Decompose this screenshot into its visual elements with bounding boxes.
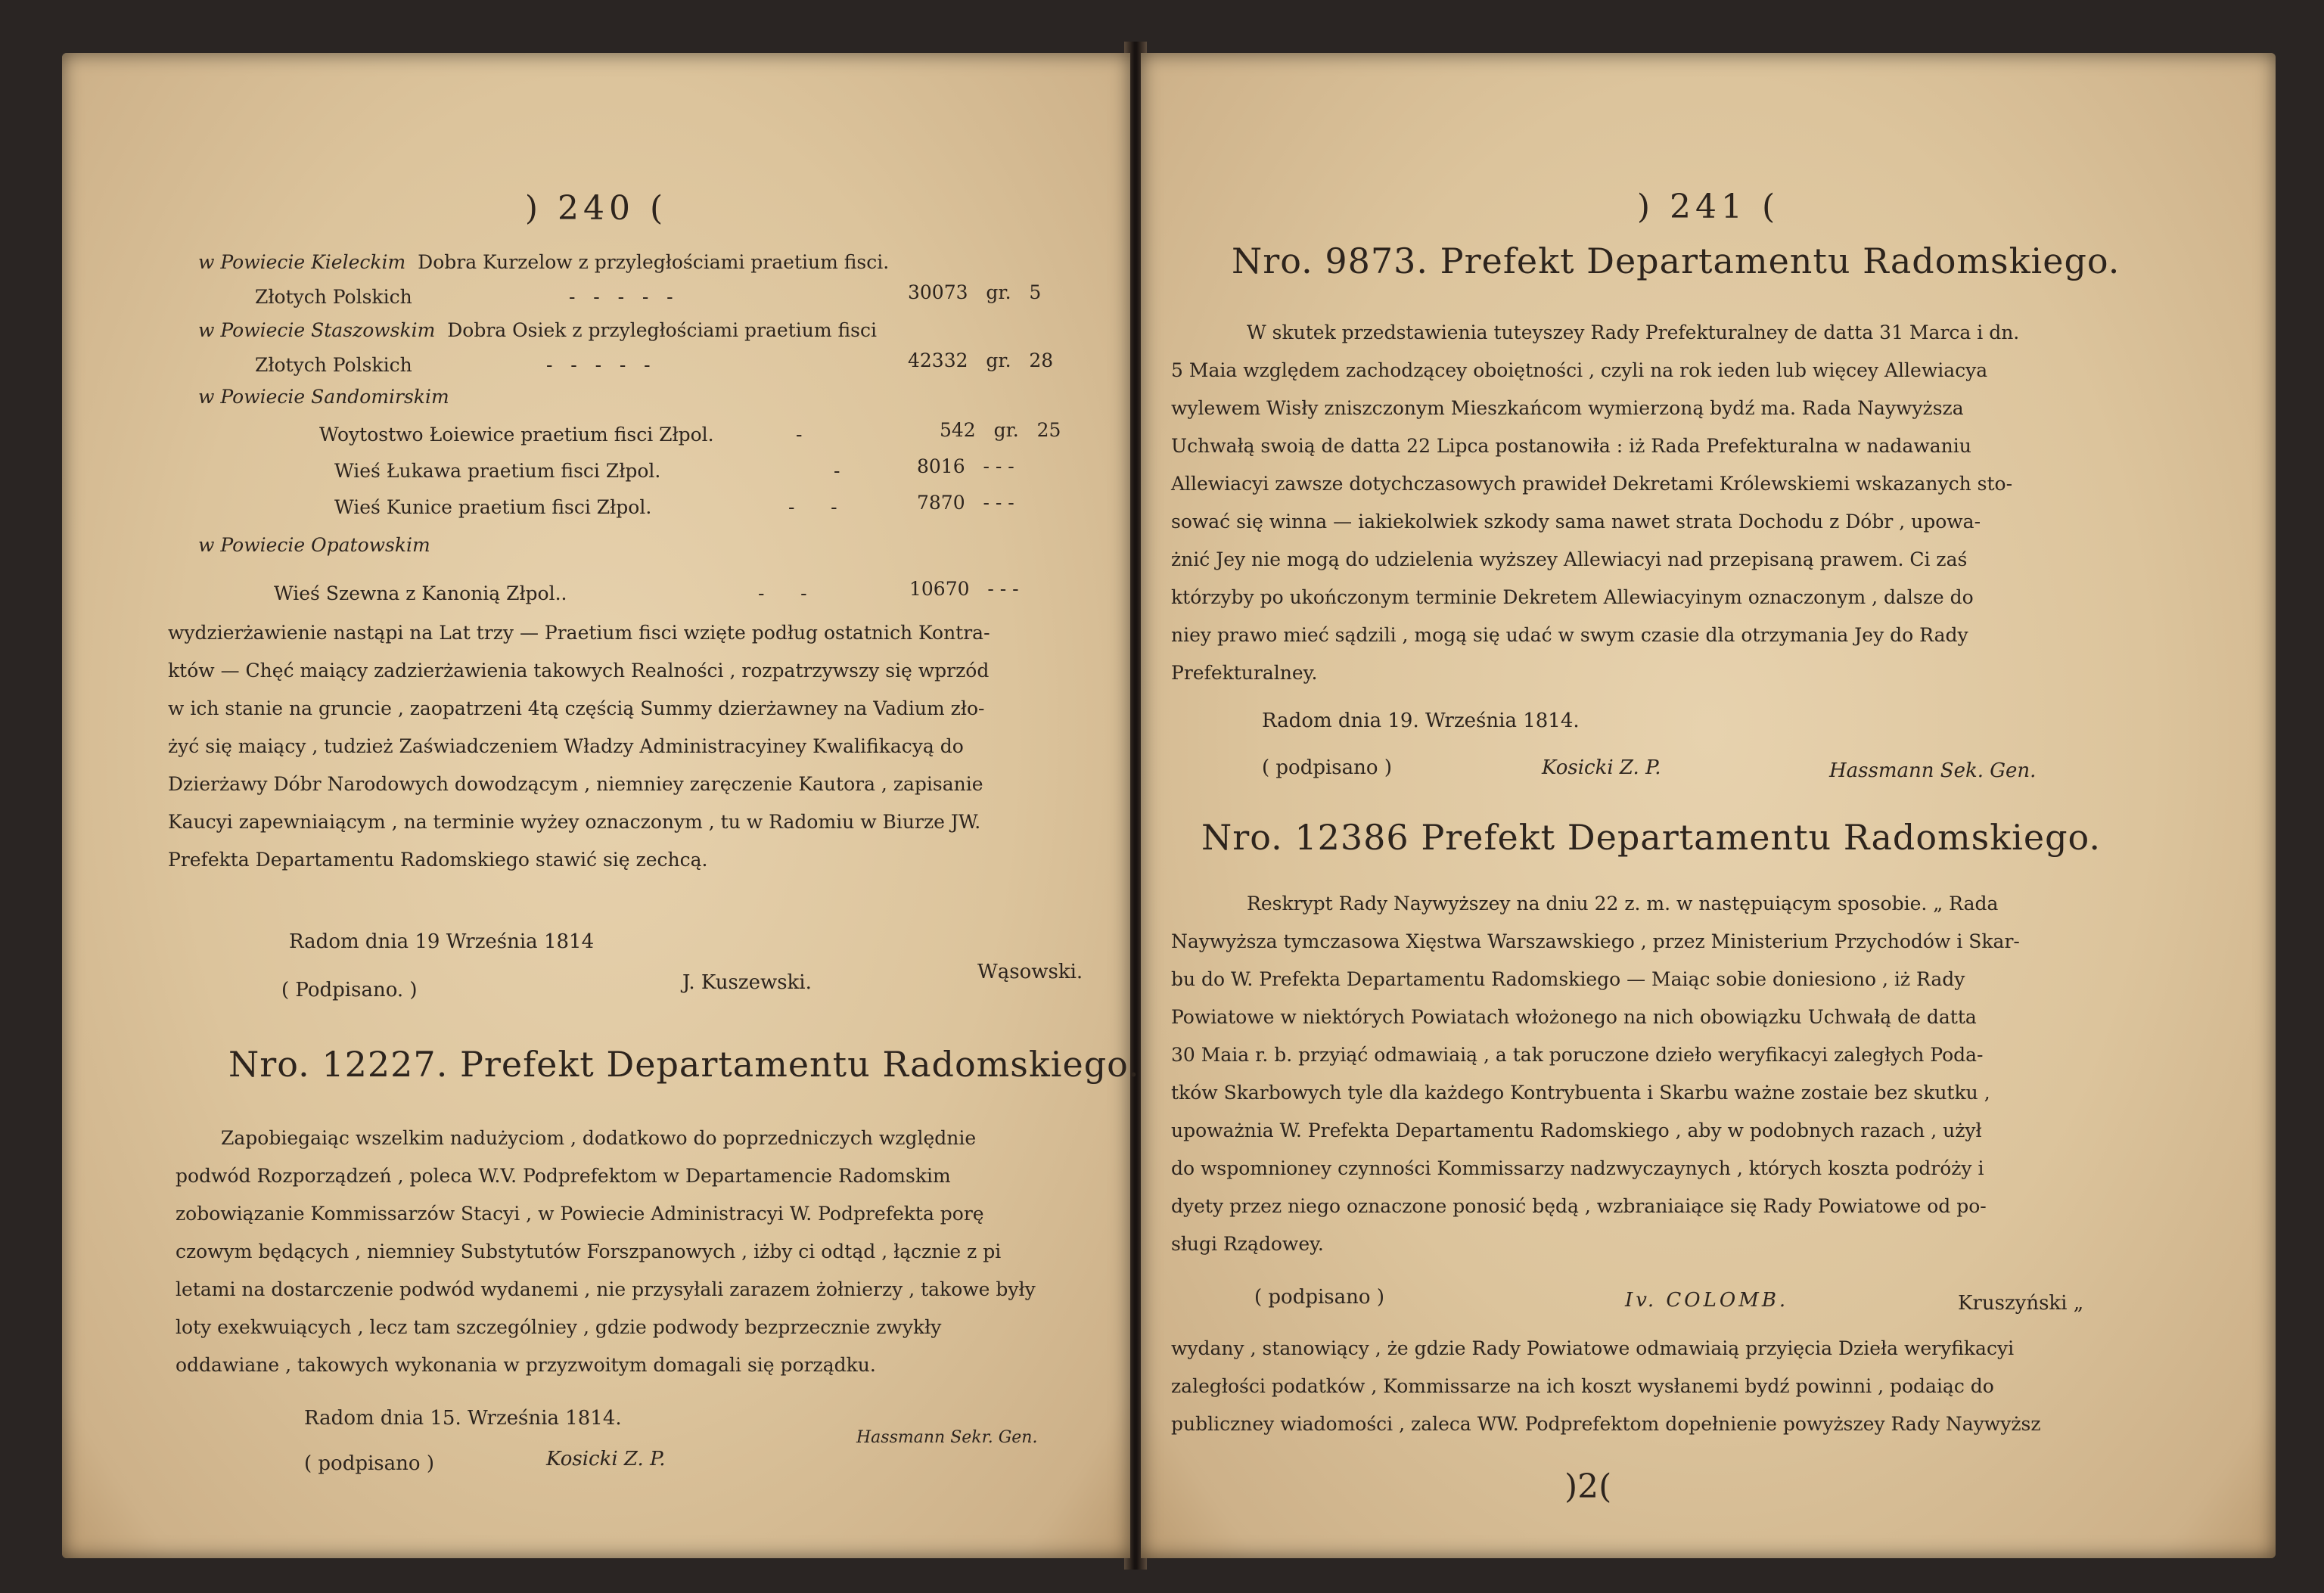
- paragraph-line: bu do W. Prefekta Departamentu Radomskiego — Maiąc sobie doniesiono , iż Rady: [1171, 968, 1965, 990]
- entry-text: Woytostwo Łoiewice praetium fisci Złpol.: [319, 424, 714, 446]
- unit: gr.: [986, 281, 1011, 303]
- entry-text: Dobra Kurzelow z przyległościami praetium fisci.: [418, 251, 890, 273]
- signature: Hassmann Sek. Gen.: [1829, 759, 2037, 782]
- amount: 8016: [917, 455, 965, 477]
- entry-text: Wieś Łukawa praetium fisci Złpol.: [334, 460, 661, 482]
- entry-text: Dobra Osiek z przyległościami praetium fisci: [447, 319, 878, 341]
- paragraph-line: czowym będących , niemniey Substytutów Forszpanowych , iżby ci odtąd , łącznie z pi: [176, 1241, 1002, 1262]
- entry-line: [198, 251, 889, 273]
- unit: - - -: [987, 578, 1019, 600]
- paragraph-line: letami na dostarczenie podwód wydanemi , nie przysyłali zarazem żołnierzy , takowe były: [176, 1278, 1036, 1300]
- paragraph-line: loty exekwuiących , lecz tam szczególniey , gdzie podwody bezprzecznie zwykły: [176, 1316, 942, 1338]
- paragraph-line: do wspomnioney czynności Kommissarzy nadzwyczaynych , których koszta podróży i: [1171, 1157, 1984, 1179]
- paragraph-line: któw — Chęć maiący zadzierżawienia takowych Realności , rozpatrzywszy się wprzód: [168, 660, 990, 682]
- entry-amount: [917, 492, 1014, 514]
- entry-text: Wieś Szewna z Kanonią Złpol..: [274, 582, 567, 604]
- paragraph-line: Dzierżawy Dóbr Narodowych dowodzącym , niemniey zaręczenie Kautora , zapisanie: [168, 773, 983, 795]
- entry-line: [198, 319, 877, 341]
- signature: Kosicki Z. P.: [1542, 756, 1661, 779]
- paragraph-line: zaległości podatków , Kommissarze na ich koszt wysłanemi bydź powinni , podaiąc do: [1171, 1375, 1994, 1397]
- paragraph-line: wylewem Wisły zniszczonym Mieszkańcom wymierzoną bydź ma. Rada Naywyższa: [1171, 397, 1964, 419]
- grosze: 5: [1029, 281, 1042, 303]
- signature: Iv. COLOMB.: [1625, 1289, 1789, 1312]
- signed-label: ( podpisano ): [1262, 756, 1392, 779]
- entry-amount: [940, 419, 1061, 441]
- paragraph-line: Prefekta Departamentu Radomskiego stawić się zechcą.: [168, 849, 708, 871]
- unit: gr.: [986, 349, 1011, 371]
- paragraph-line: w ich stanie na gruncie , zaopatrzeni 4tą częścią Summy dzierżawney na Vadium zło-: [168, 697, 985, 719]
- page-footer-signature: )2(: [1564, 1467, 1612, 1506]
- entry-text: Złotych Polskich: [255, 286, 412, 308]
- district-name: w Powiecie Staszowskim: [198, 319, 436, 341]
- page-number-header: ) 240 (: [524, 189, 668, 228]
- paragraph-line: żnić Jey nie mogą do udzielenia wyższey Allewiacyi nad przepisaną prawem. Ci zaś: [1171, 548, 1968, 570]
- paragraph-line: wydany , stanowiący , że gdzie Rady Powiatowe odmawiaią przyięcia Dzieła weryfikacyi: [1171, 1337, 2015, 1359]
- paragraph-line: Kaucyi zapewniaiącym , na terminie wyżey oznaczonym , tu w Radomiu w Biurze JW.: [168, 811, 981, 833]
- section-title: Nro. 12386 Prefekt Departamentu Radomskiego.: [1201, 817, 2102, 858]
- signed-label: ( Podpisano. ): [281, 979, 418, 1001]
- paragraph-line: którzyby po ukończonym terminie Dekretem Allewiacyinym oznaczonym , dalsze do: [1171, 586, 1974, 608]
- date-line: Radom dnia 19. Września 1814.: [1262, 710, 1580, 732]
- paragraph-line: zobowiązanie Kommissarzów Stacyi , w Powiecie Administracyi W. Podprefekta porę: [176, 1203, 984, 1225]
- signed-label: ( podpisano ): [1254, 1286, 1384, 1309]
- paragraph-line: Powiatowe w niektórych Powiatach włożonego na nich obowiązku Uchwałą de datta: [1171, 1006, 1977, 1028]
- left-page: [62, 53, 1140, 1558]
- entry-dashes: - -: [758, 582, 807, 604]
- paragraph-line: żyć się maiący , tudzież Zaświadczeniem Władzy Administracyiney Kwalifikacyą do: [168, 735, 964, 757]
- section-title: Nro. 12227. Prefekt Departamentu Radomskiego.: [228, 1044, 1140, 1085]
- entry-amount: [909, 578, 1019, 600]
- paragraph-line: sować się winna — iakiekolwiek szkody sama nawet strata Dochodu z Dóbr , upowa-: [1171, 511, 1981, 533]
- paragraph-line: 30 Maia r. b. przyiąć odmawiaią , a tak poruczone dzieło weryfikacyi zaległych Poda-: [1171, 1044, 1984, 1066]
- paragraph-line: 5 Maia względem zachodzącey oboiętności , czyli na rok ieden lub więcey Allewiacya: [1171, 359, 1988, 381]
- grosze: 28: [1029, 349, 1054, 371]
- signature: Kruszyński „: [1958, 1292, 2084, 1315]
- paragraph-line: Naywyższa tymczasowa Xięstwa Warszawskiego , przez Ministerium Przychodów i Skar-: [1171, 930, 2020, 952]
- entry-amount: [908, 349, 1053, 371]
- paragraph-line: Prefekturalney.: [1171, 662, 1318, 684]
- grosze: 25: [1036, 419, 1061, 441]
- entry-dashes: - -: [788, 496, 837, 518]
- signature: Wąsowski.: [977, 961, 1083, 983]
- date-line: Radom dnia 15. Września 1814.: [304, 1407, 622, 1430]
- unit: gr.: [993, 419, 1019, 441]
- amount: 542: [940, 419, 976, 441]
- entry-dashes: -: [834, 460, 840, 482]
- entry-line: [255, 286, 412, 308]
- section-title: Nro. 9873. Prefekt Departamentu Radomskiego.: [1232, 241, 2120, 281]
- paragraph-line: Zapobiegaiąc wszelkim nadużyciom , dodatkowo do poprzedniczych względnie: [221, 1127, 977, 1149]
- signature: J. Kuszewski.: [682, 971, 812, 994]
- signature: Hassmann Sekr. Gen.: [856, 1428, 1038, 1447]
- amount: 42332: [908, 349, 968, 371]
- entry-dashes: - - - - -: [569, 286, 673, 308]
- paragraph-line: tków Skarbowych tyle dla każdego Kontrybuenta i Skarbu ważne zostaie bez skutku ,: [1171, 1082, 1990, 1104]
- district-name: w Powiecie Sandomirskim: [198, 386, 449, 408]
- entry-dashes: - - - - -: [546, 354, 651, 376]
- paragraph-line: oddawiane , takowych wykonania w przyzwoitym domagali się porządku.: [176, 1354, 876, 1376]
- paragraph-line: wydzierżawienie nastąpi na Lat trzy — Praetium fisci wzięte podług ostatnich Kontra-: [168, 622, 990, 644]
- unit: - - -: [983, 492, 1014, 514]
- paragraph-line: Uchwałą swoią de datta 22 Lipca postanowiła : iż Rada Prefekturalna w nadawaniu: [1171, 435, 1971, 457]
- amount: 10670: [909, 578, 970, 600]
- paragraph-line: niey prawo mieć sądzili , mogą się udać w swym czasie dla otrzymania Jey do Rady: [1171, 624, 1968, 646]
- paragraph-line: W skutek przedstawienia tuteyszey Rady Prefekturalney de datta 31 Marca i dn.: [1247, 321, 2020, 343]
- paragraph-line: Reskrypt Rady Naywyższey na dniu 22 z. m. w następuiącym sposobie. „ Rada: [1247, 893, 1999, 914]
- entry-amount: [908, 281, 1041, 303]
- paragraph-line: Allewiacyi zawsze dotychczasowych prawideł Dekretami Królewskiemi wskazanych sto-: [1171, 473, 2013, 495]
- entry-text: Złotych Polskich: [255, 354, 412, 376]
- paragraph-line: sługi Rządowey.: [1171, 1233, 1324, 1255]
- entry-amount: [917, 455, 1014, 477]
- entry-text: Wieś Kunice praetium fisci Złpol.: [334, 496, 652, 518]
- paragraph-line: podwód Rozporządzeń , poleca W.V. Podprefektom w Departamencie Radomskim: [176, 1165, 951, 1187]
- signed-label: ( podpisano ): [304, 1452, 434, 1475]
- entry-line: [255, 354, 412, 376]
- paragraph-line: upoważnia W. Prefekta Departamentu Radomskiego , aby w podobnych razach , użył: [1171, 1119, 1982, 1141]
- entry-dashes: -: [796, 424, 803, 446]
- signature: Kosicki Z. P.: [546, 1448, 666, 1470]
- district-name: w Powiecie Opatowskim: [198, 534, 430, 556]
- page-number-header: ) 241 (: [1636, 188, 1780, 226]
- paragraph-line: publiczney wiadomości , zaleca WW. Podprefektom dopełnienie powyższey Rady Naywyższ: [1171, 1413, 2041, 1435]
- amount: 7870: [917, 492, 965, 514]
- right-page: [1141, 53, 2276, 1558]
- paragraph-line: dyety przez niego oznaczone ponosić będą , wzbraniaiące się Rady Powiatowe od po-: [1171, 1195, 1987, 1217]
- amount: 30073: [908, 281, 968, 303]
- date-line: Radom dnia 19 Września 1814: [289, 930, 595, 953]
- district-name: w Powiecie Kieleckim: [198, 251, 406, 273]
- unit: - - -: [983, 455, 1014, 477]
